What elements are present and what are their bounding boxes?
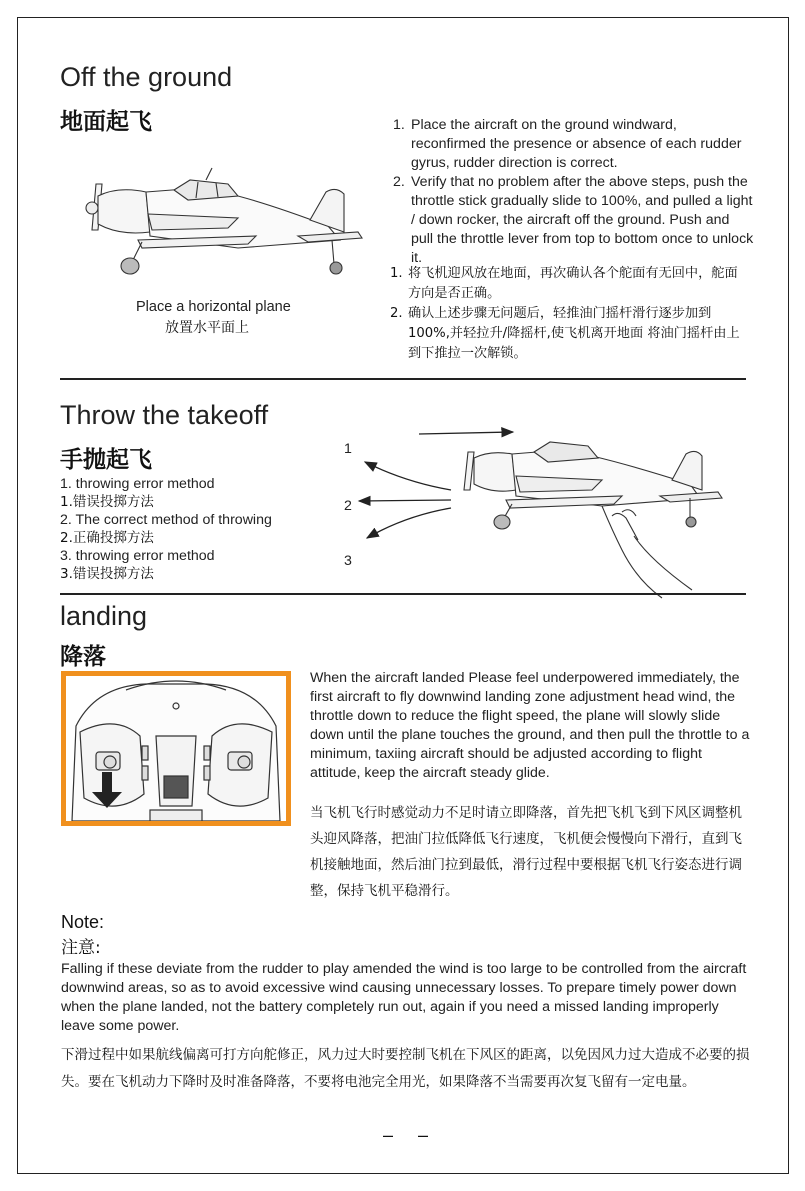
note-text-en: Falling if these deviate from the rudder to play amended the wind is too large to be controlled from the aircraft downwind areas, so as to avoid excessive wind causing unnecessary losses. To prepare timely power down when the plane landed, not the battery completely run out, again if you need a missed landing improperly leave some power.	[61, 961, 747, 1034]
section-divider	[60, 378, 746, 380]
step-zh-1: 1. 将飞机迎风放在地面，再次确认各个舵面有无回中，舵面方向是否正确。	[390, 266, 738, 301]
off-ground-steps-zh	[390, 264, 750, 364]
landing-title-zh: 降落	[60, 644, 106, 670]
off-ground-title-zh: 地面起飞	[60, 109, 152, 135]
step-en-1: 1. Place the aircraft on the ground windward, reconfirmed the presence or absence of each rudder gyrus, rudder direction is correct.	[393, 117, 742, 171]
throw-item-3-en: 3. throwing error method	[60, 548, 215, 564]
off-ground-steps-en	[393, 116, 755, 268]
throw-item-3-zh: 3.错误投掷方法	[60, 566, 154, 582]
throw-item-2-zh: 2.正确投掷方法	[60, 530, 154, 546]
section-divider-2	[60, 593, 746, 595]
throw-item-1-en: 1. throwing error method	[60, 476, 215, 492]
throw-methods-list	[60, 475, 330, 583]
arrow-label-1: 1	[344, 441, 352, 457]
landing-text-zh: 当飞机飞行时感觉动力不足时请立即降落，首先把飞机飞到下风区调整机头迎风降落，把油门拉低降低飞行速度，飞机便会慢慢向下滑行，直到飞机接触地面，然后油门拉到最低，滑行过程中要根据飞机飞行姿态进行调整，保持飞机平稳滑行。	[310, 805, 742, 899]
transmitter-illustration	[61, 671, 291, 826]
step-en-2: 2. Verify that no problem after the above steps, push the throttle stick gradually slide to 100%, and pulled a light / down rocker, the aircraft off the ground. Push and pull the throttle lever from top to bottom once to unlock it.	[393, 174, 754, 266]
airplane-side-illustration	[78, 178, 368, 288]
step-zh-2: 2. 确认上述步骤无问题后，轻推油门摇杆滑行逐步加到100%,并轻拉升/降摇杆,使飞机离开地面 将油门摇杆由上到下推拉一次解锁。	[390, 306, 740, 361]
note-text-zh: 下滑过程中如果航线偏离可打方向舵修正，风力过大时要控制飞机在下风区的距离，以免因风力过大造成不必要的损失。要在飞机动力下降时及时准备降落，不要将电池完全用光，如果降落不当需要再次复飞留有一定电量。	[61, 1047, 750, 1090]
note-title-zh: 注意:	[61, 938, 101, 958]
arrow-label-2: 2	[344, 498, 352, 514]
landing-title-en: landing	[60, 601, 148, 631]
off-ground-caption-en: Place a horizontal plane	[136, 299, 291, 315]
landing-text-en: When the aircraft landed Please feel underpowered immediately, the first aircraft to fly downwind landing zone adjustment head wind, the throttle down to reduce the flight speed, the plane will slowly slide down until the plane touches the ground, and then pull the throttle to a minimum, taxiing aircraft should be adjusted according to flight attitude, keep the aircraft steady glide.	[310, 670, 750, 781]
page-number: – –	[383, 1125, 439, 1145]
off-ground-caption-zh: 放置水平面上	[165, 320, 249, 336]
throw-item-1-zh: 1.错误投掷方法	[60, 494, 154, 510]
airplane-throw-illustration	[462, 440, 732, 600]
arrow-label-3: 3	[344, 553, 352, 569]
throw-title-en: Throw the takeoff	[60, 400, 269, 430]
note-title-en: Note:	[61, 912, 105, 932]
transmitter-drawing	[66, 676, 286, 821]
throw-item-2-en: 2. The correct method of throwing	[60, 512, 272, 528]
throw-title-zh: 手抛起飞	[60, 447, 152, 473]
off-ground-title-en: Off the ground	[60, 62, 233, 92]
